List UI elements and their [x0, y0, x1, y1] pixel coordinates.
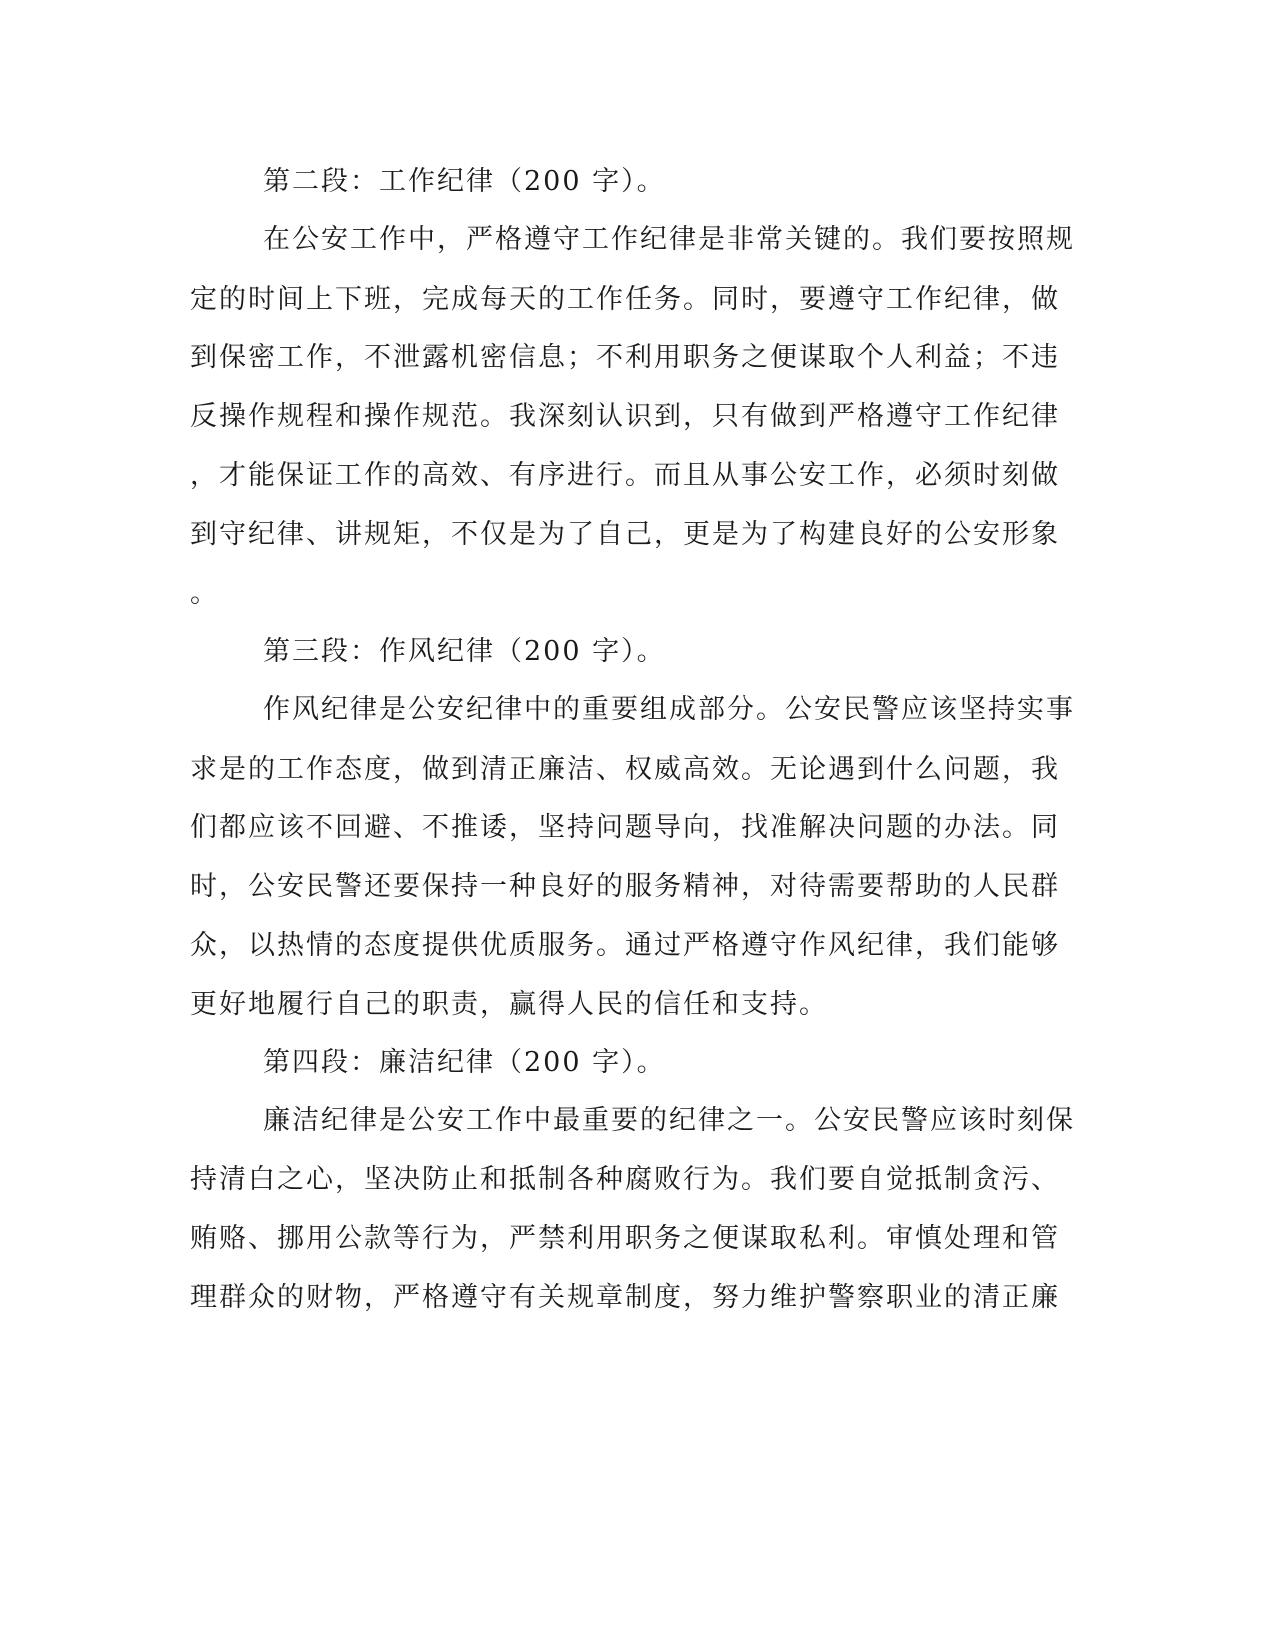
paragraph-line: 。 [190, 578, 219, 609]
section-heading-3: 第三段：作风纪律（200 字）。 [263, 636, 666, 667]
paragraph-line: 时，公安民警还要保持一种良好的服务精神，对待需要帮助的人民群 [190, 871, 1060, 902]
paragraph-line: 作风纪律是公安纪律中的重要组成部分。公安民警应该坚持实事 [263, 694, 1075, 725]
paragraph-line: 在公安工作中，严格遵守工作纪律是非常关键的。我们要按照规 [263, 224, 1075, 255]
section-heading-2: 第二段：工作纪律（200 字）。 [263, 166, 666, 197]
paragraph-line: 定的时间上下班，完成每天的工作任务。同时，要遵守工作纪律，做 [190, 284, 1060, 315]
paragraph-line: ，才能保证工作的高效、有序进行。而且从事公安工作，必须时刻做 [190, 460, 1060, 491]
paragraph-line: 更好地履行自己的职责，赢得人民的信任和支持。 [190, 989, 828, 1020]
paragraph-line: 们都应该不回避、不推诿，坚持问题导向，找准解决问题的办法。同 [190, 812, 1060, 843]
section-heading-4: 第四段：廉洁纪律（200 字）。 [263, 1047, 666, 1078]
paragraph-line: 廉洁纪律是公安工作中最重要的纪律之一。公安民警应该时刻保 [263, 1105, 1075, 1136]
paragraph-line: 众，以热情的态度提供优质服务。通过严格遵守作风纪律，我们能够 [190, 930, 1060, 961]
paragraph-line: 到守纪律、讲规矩，不仅是为了自己，更是为了构建良好的公安形象 [190, 519, 1060, 550]
paragraph-line: 持清白之心，坚决防止和抵制各种腐败行为。我们要自觉抵制贪污、 [190, 1164, 1060, 1195]
paragraph-line: 理群众的财物，严格遵守有关规章制度，努力维护警察职业的清正廉 [190, 1282, 1060, 1313]
paragraph-line: 到保密工作，不泄露机密信息；不利用职务之便谋取个人利益；不违 [190, 342, 1060, 373]
paragraph-line: 反操作规程和操作规范。我深刻认识到，只有做到严格遵守工作纪律 [190, 401, 1060, 432]
paragraph-line: 求是的工作态度，做到清正廉洁、权威高效。无论遇到什么问题，我 [190, 754, 1060, 785]
paragraph-line: 贿赂、挪用公款等行为，严禁利用职务之便谋取私利。审慎处理和管 [190, 1223, 1060, 1254]
